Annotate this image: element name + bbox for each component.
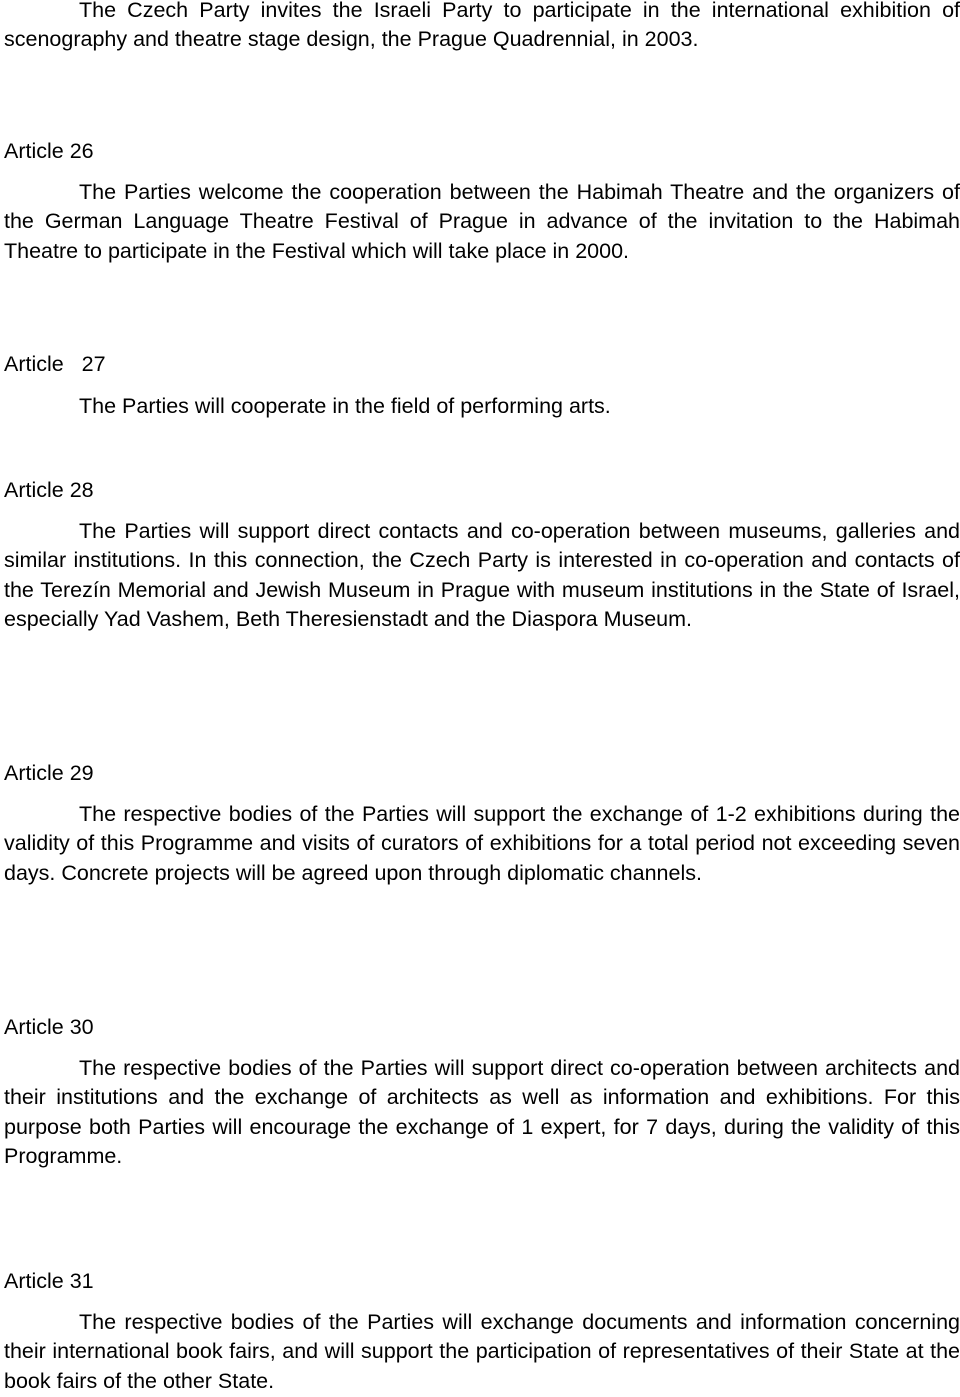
- article-26-body: The Parties welcome the cooperation between the Habimah Theatre and the organizers of the German Language Theatre Festival of Prague in advance of the invitation to the Habimah Theatre to participate in the Festival which will take place in 2000.: [4, 180, 960, 263]
- article-29-heading: Article 29: [4, 761, 94, 785]
- article-29-body: The respective bodies of the Parties will support the exchange of 1-2 exhibitions during the validity of this Programme and visits of curators of exhibitions for a total period not exceeding seven days. Concrete projects will be agreed upon through diplomatic channels.: [4, 802, 960, 885]
- article-27-body: The Parties will cooperate in the field of performing arts.: [79, 394, 611, 418]
- article-28-body: The Parties will support direct contacts and co-operation between museums, galleries and similar institutions. In this connection, the Czech Party is interested in co-operation and contacts of the Terezín Memorial and Jewish Museum in Prague with museum institutions in the State of Israel, especially Yad Vashem, Beth Theresienstadt and the Diaspora Museum.: [4, 519, 960, 631]
- article-31-body: The respective bodies of the Parties will exchange documents and information concerning their international book fairs, and will support the participation of representatives of their State at the book fairs of the other State.: [4, 1310, 960, 1393]
- article-30-body: The respective bodies of the Parties will support direct co-operation between architects and their institutions and the exchange of architects as well as information and exhibitions. For this purpose both Parties will encourage the exchange of 1 expert, for 7 days, during the validity of this Programme.: [4, 1056, 960, 1168]
- intro-paragraph: The Czech Party invites the Israeli Party to participate in the international exhibition of scenography and theatre stage design, the Prague Quadrennial, in 2003.: [4, 0, 960, 52]
- article-26-heading: Article 26: [4, 139, 94, 163]
- article-30-heading: Article 30: [4, 1015, 94, 1039]
- article-28-heading: Article 28: [4, 478, 94, 502]
- article-27-heading: Article 27: [4, 352, 106, 376]
- article-31-heading: Article 31: [4, 1269, 94, 1293]
